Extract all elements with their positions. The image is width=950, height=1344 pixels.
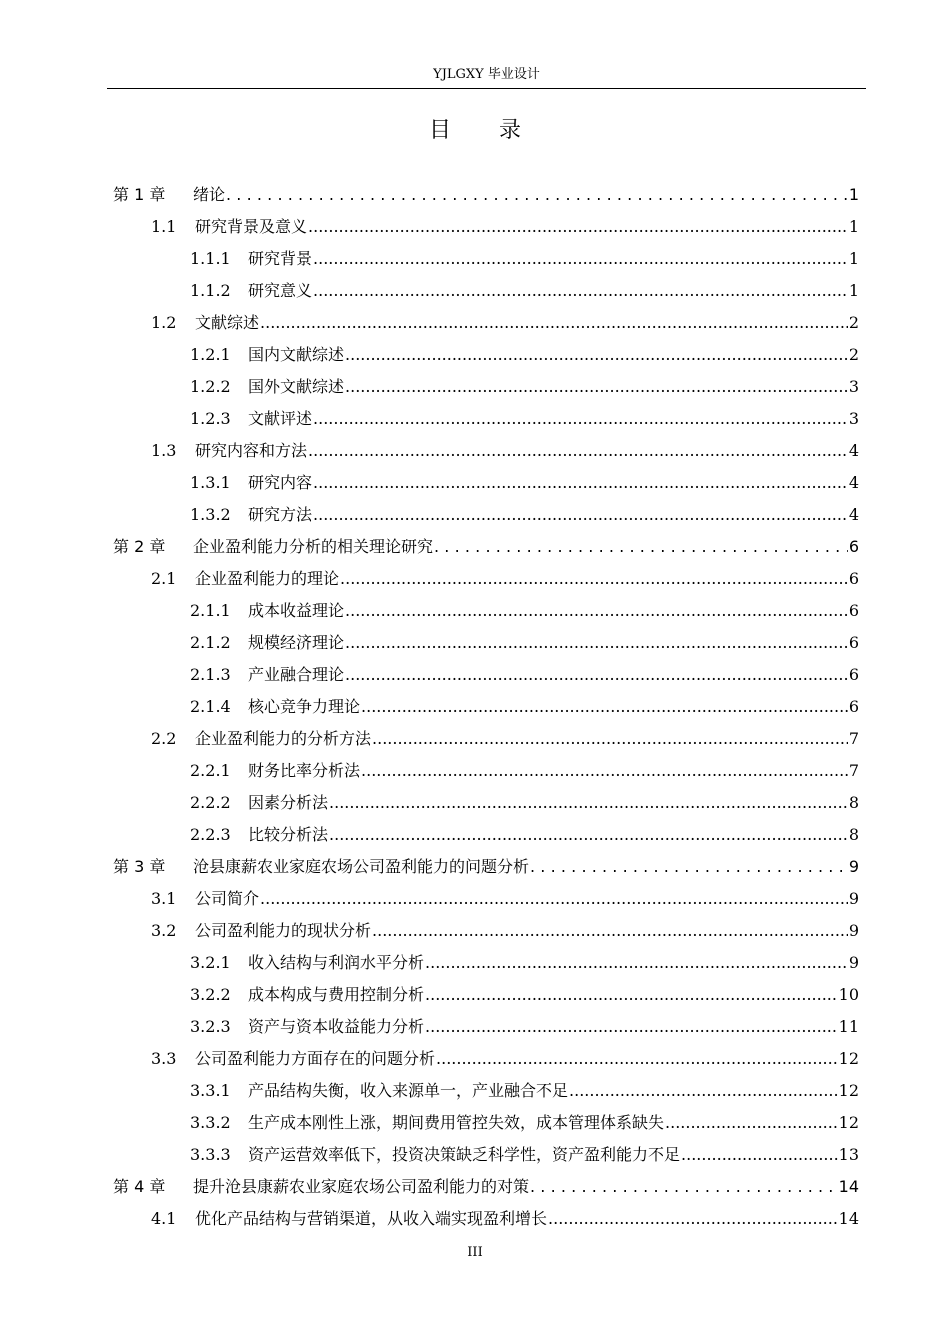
toc-entry-number: 3.3.3 [190,1145,231,1164]
toc-dot-leader [313,403,848,435]
toc-entry-page: 8 [848,793,859,812]
toc-section-entry[interactable] [107,755,859,787]
toc-entry-page: 10 [838,985,859,1004]
toc-entry-title: 研究背景及意义 [195,217,308,236]
toc-entry-title: 核心竞争力理论 [248,697,361,716]
toc-entry-title: 公司简介 [195,889,260,908]
toc-entry-page: 6 [848,633,859,652]
toc-entry-page: 1 [848,185,859,204]
toc-entry-number: 1.2.2 [190,377,231,396]
toc-chapter-entry[interactable] [107,851,859,883]
toc-dot-leader [425,979,838,1011]
toc-dot-leader [313,499,848,531]
toc-entry-number: 1.3.2 [190,505,231,524]
toc-chapter-entry[interactable] [107,1171,859,1203]
toc-entry-number: 3.2.2 [190,985,231,1004]
toc-dot-leader [361,691,848,723]
toc-section-entry[interactable] [107,1139,859,1171]
toc-chapter-entry[interactable] [107,179,859,211]
toc-entry-title: 资产运营效率低下，投资决策缺乏科学性，资产盈利能力不足 [248,1145,681,1164]
toc-entry-number: 2.2.1 [190,761,231,780]
toc-section-entry[interactable] [107,691,859,723]
toc-entry-number: 2.2.2 [190,793,231,812]
toc-entry-number: 2.1.4 [190,697,231,716]
toc-dot-leader [530,1171,838,1203]
toc-section-entry[interactable] [107,595,859,627]
toc-entry-number: 1.3 [151,441,177,460]
toc-entry-number: 1.2.3 [190,409,231,428]
toc-dot-leader [308,435,848,467]
toc-section-entry[interactable] [107,339,859,371]
toc-dot-leader [329,787,848,819]
toc-entry-page: 4 [848,505,859,524]
toc-entry-title: 公司盈利能力方面存在的问题分析 [195,1049,436,1068]
toc-entry-title: 生产成本刚性上涨，期间费用管控失效，成本管理体系缺失 [248,1113,665,1132]
toc-entry-page: 14 [838,1209,859,1228]
toc-entry-title: 研究背景 [248,249,313,268]
toc-entry-title: 优化产品结构与营销渠道，从收入端实现盈利增长 [195,1209,548,1228]
toc-entry-title: 产品结构失衡，收入来源单一，产业融合不足 [248,1081,569,1100]
toc-section-entry[interactable] [107,563,859,595]
toc-entry-page: 9 [848,953,859,972]
toc-entry-title: 研究内容和方法 [195,441,308,460]
header-rule [107,88,866,89]
toc-entry-title: 文献评述 [248,409,313,428]
toc-entry-page: 12 [838,1081,859,1100]
toc-dot-leader [548,1203,838,1235]
toc-entry-page: 7 [848,729,859,748]
toc-entry-page: 6 [848,665,859,684]
table-of-contents [107,179,859,1235]
toc-section-entry[interactable] [107,659,859,691]
toc-entry-page: 6 [848,537,859,556]
toc-entry-title: 提升沧县康薪农业家庭农场公司盈利能力的对策 [193,1177,530,1196]
toc-section-entry[interactable] [107,787,859,819]
toc-section-entry[interactable] [107,947,859,979]
toc-dot-leader [226,179,848,211]
toc-entry-title: 资产与资本收益能力分析 [248,1017,425,1036]
toc-title: 目录 [428,118,569,143]
toc-entry-page: 12 [838,1113,859,1132]
toc-entry-number: 第 3 章 [113,857,166,876]
toc-entry-number: 1.2.1 [190,345,231,364]
toc-section-entry[interactable] [107,371,859,403]
toc-entry-number: 3.2 [151,921,177,940]
toc-dot-leader [345,595,848,627]
toc-entry-number: 3.3 [151,1049,177,1068]
toc-entry-page: 4 [848,473,859,492]
toc-section-entry[interactable] [107,307,859,339]
toc-section-entry[interactable] [107,1075,859,1107]
toc-dot-leader [313,275,848,307]
toc-entry-page: 11 [838,1017,859,1036]
toc-entry-title: 成本构成与费用控制分析 [248,985,425,1004]
toc-entry-number: 2.2 [151,729,177,748]
toc-entry-title: 研究意义 [248,281,313,300]
toc-entry-page: 6 [848,697,859,716]
toc-section-entry[interactable] [107,883,859,915]
toc-entry-title: 绪论 [193,185,226,204]
toc-entry-number: 2.1.3 [190,665,231,684]
toc-entry-number: 1.1 [151,217,177,236]
toc-dot-leader [530,851,848,883]
toc-entry-title: 企业盈利能力的分析方法 [195,729,372,748]
toc-entry-page: 2 [848,345,859,364]
toc-entry-title: 成本收益理论 [248,601,345,620]
toc-section-entry[interactable] [107,403,859,435]
toc-section-entry[interactable] [107,723,859,755]
toc-entry-title: 企业盈利能力的理论 [195,569,340,588]
toc-section-entry[interactable] [107,467,859,499]
toc-entry-page: 6 [848,601,859,620]
toc-entry-number: 1.1.1 [190,249,231,268]
toc-section-entry[interactable] [107,915,859,947]
toc-entry-number: 第 4 章 [113,1177,166,1196]
page-number: III [467,1245,483,1260]
toc-entry-page: 9 [848,857,859,876]
toc-entry-title: 企业盈利能力分析的相关理论研究 [193,537,434,556]
toc-dot-leader [260,883,848,915]
toc-entry-page: 1 [848,217,859,236]
toc-dot-leader [372,915,848,947]
page-header: YJLGXY 毕业设计 [433,67,540,82]
toc-section-entry[interactable] [107,627,859,659]
toc-entry-number: 3.3.1 [190,1081,231,1100]
toc-entry-title: 因素分析法 [248,793,329,812]
toc-entry-number: 3.2.3 [190,1017,231,1036]
toc-entry-title: 研究方法 [248,505,313,524]
toc-dot-leader [372,723,848,755]
toc-dot-leader [434,531,848,563]
toc-dot-leader [329,819,848,851]
toc-entry-page: 9 [848,921,859,940]
toc-dot-leader [345,339,848,371]
toc-entry-page: 1 [848,281,859,300]
toc-entry-number: 2.1 [151,569,177,588]
toc-entry-title: 产业融合理论 [248,665,345,684]
toc-entry-number: 第 2 章 [113,537,166,556]
toc-section-entry[interactable] [107,1043,859,1075]
toc-section-entry[interactable] [107,979,859,1011]
toc-entry-number: 2.2.3 [190,825,231,844]
toc-entry-number: 1.1.2 [190,281,231,300]
toc-dot-leader [681,1139,838,1171]
toc-entry-page: 3 [848,377,859,396]
toc-section-entry[interactable] [107,1011,859,1043]
toc-dot-leader [345,371,848,403]
toc-dot-leader [425,1011,838,1043]
toc-section-entry[interactable] [107,819,859,851]
toc-entry-number: 1.3.1 [190,473,231,492]
toc-chapter-entry[interactable] [107,531,859,563]
toc-entry-title: 研究内容 [248,473,313,492]
toc-entry-title: 财务比率分析法 [248,761,361,780]
toc-dot-leader [345,659,848,691]
toc-entry-title: 文献综述 [195,313,260,332]
toc-dot-leader [569,1075,838,1107]
toc-dot-leader [313,467,848,499]
toc-dot-leader [436,1043,838,1075]
toc-entry-number: 3.1 [151,889,177,908]
toc-entry-title: 收入结构与利润水平分析 [248,953,425,972]
toc-entry-title: 国内文献综述 [248,345,345,364]
toc-entry-number: 4.1 [151,1209,177,1228]
toc-entry-title: 国外文献综述 [248,377,345,396]
toc-dot-leader [340,563,848,595]
toc-dot-leader [345,627,848,659]
toc-section-entry[interactable] [107,1107,859,1139]
toc-entry-page: 6 [848,569,859,588]
toc-entry-number: 3.2.1 [190,953,231,972]
toc-section-entry[interactable] [107,499,859,531]
toc-entry-number: 2.1.2 [190,633,231,652]
toc-dot-leader [665,1107,838,1139]
toc-dot-leader [425,947,848,979]
toc-entry-page: 13 [838,1145,859,1164]
toc-entry-title: 沧县康薪农业家庭农场公司盈利能力的问题分析 [193,857,530,876]
toc-dot-leader [260,307,848,339]
toc-entry-number: 3.3.2 [190,1113,231,1132]
toc-entry-page: 4 [848,441,859,460]
toc-entry-page: 14 [838,1177,859,1196]
toc-entry-page: 12 [838,1049,859,1068]
toc-entry-title: 比较分析法 [248,825,329,844]
toc-section-entry[interactable] [107,435,859,467]
toc-dot-leader [361,755,848,787]
toc-entry-page: 1 [848,249,859,268]
toc-entry-page: 8 [848,825,859,844]
toc-entry-page: 9 [848,889,859,908]
toc-entry-title: 规模经济理论 [248,633,345,652]
toc-section-entry[interactable] [107,1203,859,1235]
toc-entry-number: 1.2 [151,313,177,332]
toc-dot-leader [313,243,848,275]
toc-entry-title: 公司盈利能力的现状分析 [195,921,372,940]
toc-entry-page: 7 [848,761,859,780]
toc-dot-leader [308,211,848,243]
toc-entry-number: 2.1.1 [190,601,231,620]
toc-section-entry[interactable] [107,243,859,275]
toc-section-entry[interactable] [107,275,859,307]
toc-entry-page: 2 [848,313,859,332]
toc-section-entry[interactable] [107,211,859,243]
toc-entry-number: 第 1 章 [113,185,166,204]
toc-entry-page: 3 [848,409,859,428]
